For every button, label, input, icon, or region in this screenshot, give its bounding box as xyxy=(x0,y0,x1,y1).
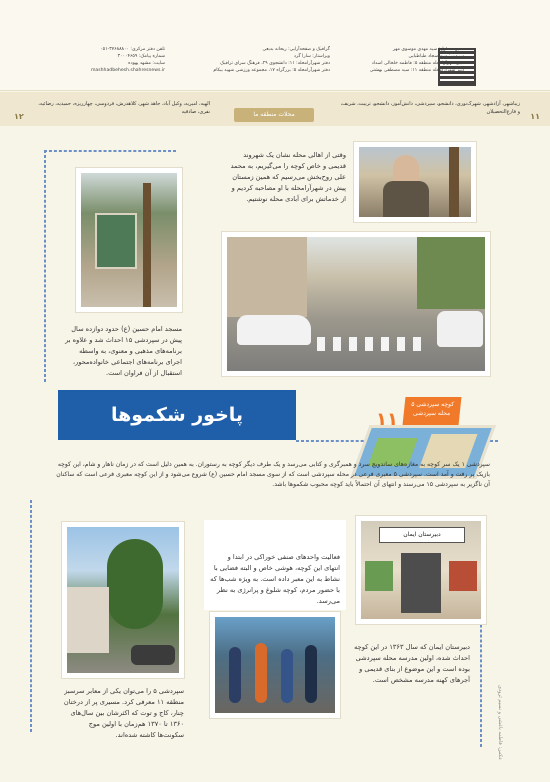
person xyxy=(281,649,293,703)
people-photo xyxy=(210,612,340,718)
article-intro: سپردشی ۱ یک سر کوچه به مغازه‌های ساندویچ سرد و همبرگری و کتابی می‌رسد و یک طرف دیگر کوچه به رستوران. به همین دلیل است که در زمان ناهار و شام، این کوچه بازیک پر رفت و آمد است. سپردشی ۵ معبری فرعی در محله سپردشی است که از سوی مسجد امام حسین (ع) شروع می‌شود و از این کوچه معبری فرعی است که ساکنان آن ناگزیر به سپردشی ۱۵ می‌رسند و انتهای آن احتمالاً باید کوچه محبوب شکموها باشد. xyxy=(56,461,490,488)
connector-line xyxy=(30,500,32,732)
building xyxy=(67,587,109,653)
mosque-photo xyxy=(76,168,182,312)
person xyxy=(229,647,241,703)
article-title: پاخور شکموها xyxy=(58,390,296,440)
parked-car xyxy=(131,645,175,665)
mosque-sign xyxy=(95,213,137,269)
person xyxy=(305,645,317,703)
connector-line xyxy=(44,150,176,152)
photo-credit: عکس: فاطمه باغشی و نسیم ثرودی xyxy=(497,684,503,760)
person-body xyxy=(383,181,429,217)
text-school: دبیرستان ایمان که سال ۱۳۶۳ در این کوچه احداث شده، اولین مدرسه محله سپردشی بوده است و این موضوع از بنای قدیمی و آجرهای کهنه مدرسه مشخص است. xyxy=(354,643,470,684)
districts-right: زیبا‌شهر، آزادشهر، شهرک‌نوری، دانشجو، سپردشی، دانش‌آموز، دانشجو، تربیت، شریف، و فارغ‌التحصیلان xyxy=(340,101,520,115)
tree-photo xyxy=(62,522,184,678)
street-sign: کوچه سپردشی ۵ محله سپردشی xyxy=(403,397,462,425)
wall-mural xyxy=(365,561,393,591)
street-photo xyxy=(222,232,490,376)
text-trees: سپردشی ۵ را می‌توان یکی از معابر سرسبز منطقه ۱۱ معرفی کرد. مسیری پر از درختان چنار، کاج و توت که اکثرشان بین سال‌های ۱۳۶۰ تا ۱۳۷۰ هم‌زمان با اولین موج سکونت‌ها کاشته شده‌اند. xyxy=(63,687,184,739)
pine-tree xyxy=(107,539,163,629)
districts-left: الهیه، امیریه، وکیل آباد، جاهد شهر، کلاهدرش، فردوسی، چهارریزه، حمیدیه، رضائیه، نفری، صادقیه xyxy=(38,101,210,115)
building xyxy=(227,237,307,317)
page-number-left: ۱۲ xyxy=(14,112,24,121)
masthead-credits: مدیر مسئول: سید مهدی موسوی مهر سردبیر: سید سجاد طباطبایی دبیر شهرآرامحله منطقه ۵: فاطمه خلخالی اسداد دبیر شهرآرامحله منطقه ۱۱: سید مصطفی بهشتی xyxy=(369,47,464,73)
tree-trunk xyxy=(143,183,151,307)
text-food: فعالیت واحدهای صنفی خوراکی در ابتدا و انتهای این کوچه، هوشی خاص و البته فضایی با نشاط به این معبر داده است. به ویژه شب‌ها که با حضور مردم، کوچه شلوغ و پرانرژی به نظر می‌رسد. xyxy=(210,553,340,605)
connector-line xyxy=(44,150,46,382)
district-number: ۱۱ xyxy=(376,409,398,430)
portrait-photo xyxy=(354,142,476,222)
white-car xyxy=(437,311,483,347)
school-sign: دبیرستان ایمان xyxy=(379,527,465,543)
masthead-design: گرافیک و صفحه‌آرایی: ریحانه بدیعی ویراستار: سارا گرد دفتر شهرآرامحله: ۱۱: دانشجوی ۲۹، فرهنگ سرای ترافیک دفتر شهرآرامحله ۵: بزرگراه ۱۷، مجموعه ورزشی شهید بیکام xyxy=(213,47,330,73)
masthead-contact: تلفن دفتر مرکزی: ۳۷۶۸۸۸۰۰-۰۵۱ شماره پیامک: ۳۰۰۰۴۶۵۹ سایت: مشهد پهوده mashhadbehesh.shahresnews.ir xyxy=(90,47,165,73)
person xyxy=(255,643,267,703)
trees xyxy=(417,237,485,309)
text-mosque: مسجد امام حسین (ع) حدود دوازده سال پیش در سپردشی ۱۵ احداث شد و علاوه بر برنامه‌های مذهبی و معنوی، به واسطه اجرای برنامه‌های اجتماعی خانواده‌محور، استقبال از آن فراوان است. xyxy=(65,325,182,377)
school-photo xyxy=(356,516,486,624)
section-tag: محلات منطقه ما xyxy=(234,108,314,122)
wall-mural xyxy=(449,561,477,591)
tree-trunk xyxy=(449,147,459,217)
page-number-right: ۱۱ xyxy=(530,112,540,121)
crosswalk xyxy=(317,337,427,351)
white-car xyxy=(237,315,311,345)
school-gate xyxy=(401,553,441,613)
text-resident: وقتی از اهالی محله نشان یک شهروند قدیمی و خاص کوچه را می‌گیریم، به محمد علی روح‌بخش می‌رسیم که همین زمستان پیش در شهرآرامحله با او مصاحبه کردیم و از خدماتش برای آبادی محله نوشتیم. xyxy=(230,151,346,203)
